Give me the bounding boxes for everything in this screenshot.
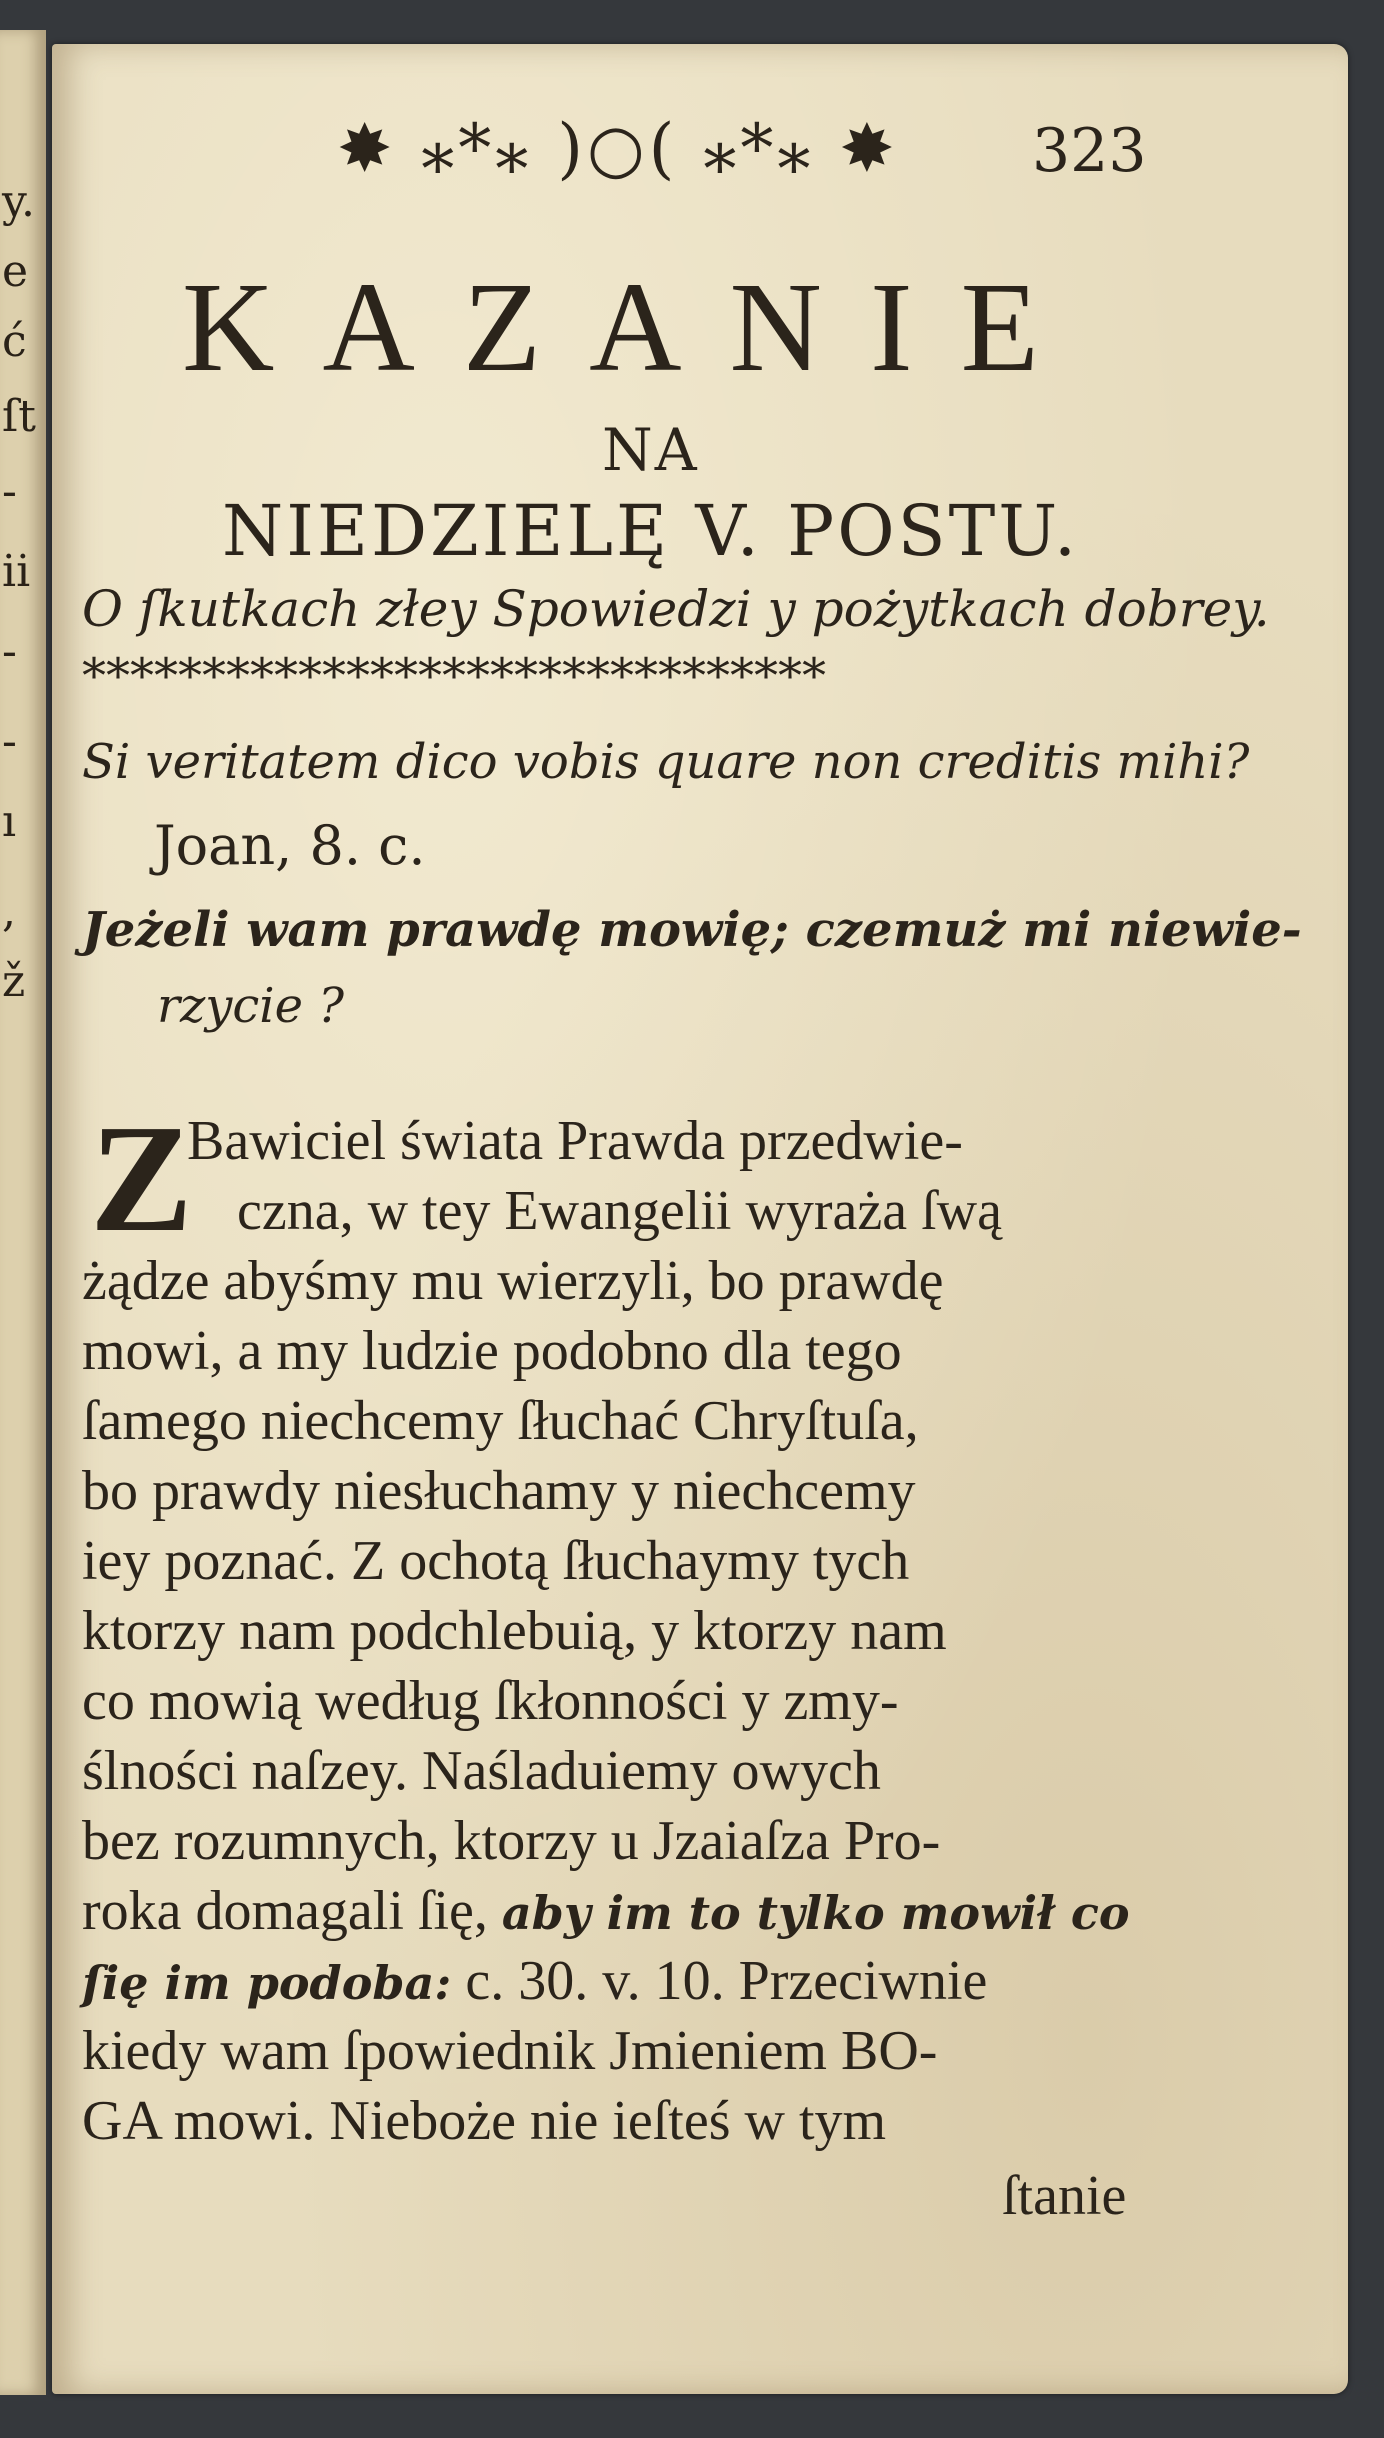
body-line: kiedy wam ſpowiednik Jmieniem BO- [82, 2020, 938, 2082]
prev-fragment: ž [2, 956, 26, 1007]
epigraph-reference: Joan, 8. c. [154, 814, 426, 877]
body-line: co mowią według ſkłonności y zmy- [82, 1670, 899, 1732]
body-line: żądze abyśmy mu wierzyli, bo prawdę [82, 1250, 944, 1312]
prev-fragment: - [2, 466, 17, 517]
prev-fragment: ii [2, 546, 31, 597]
prev-fragment: - [2, 716, 17, 767]
body-line: iey poznać. Z ochotą ſłuchaymy tych [82, 1530, 910, 1592]
title-na: NA [602, 416, 699, 484]
body-line: bo prawdy niesłuchamy y niechcemy [82, 1460, 916, 1522]
body-line: GA mowi. Nieboże nie ieſteś w tym [82, 2090, 887, 2152]
prev-fragment: ſt [2, 391, 36, 442]
prev-fragment: , [2, 886, 16, 937]
italic-quote: aby im to tylko mowił co [501, 1886, 1130, 1940]
star-rule: ******************************* [82, 648, 826, 704]
body-line: Bawiciel świata Prawda przedwie- [187, 1110, 963, 1172]
citation: c. 30. v. 10. Przeciwnie [465, 1950, 988, 2012]
epigraph-polish-cont: rzycie ? [157, 978, 344, 1034]
body-line-with-citation [82, 1949, 987, 2013]
prev-fragment: - [2, 626, 17, 677]
prev-fragment: e [2, 246, 29, 297]
drop-cap: Z [90, 1094, 193, 1264]
subtitle: O ſkutkach złey Spowiedzi y pożytkach dobrey. [82, 580, 1270, 638]
previous-page-edge [0, 30, 46, 2395]
prev-fragment: ı [2, 796, 17, 847]
body-line: ślności naſzey. Naśladuiemy owych [82, 1740, 881, 1802]
book-page [52, 44, 1348, 2394]
prev-fragment: ć [2, 316, 27, 367]
body-line: czna, w tey Ewangelii wyraża ſwą [237, 1180, 1002, 1242]
body-line: bez rozumnych, ktorzy u Jzaiaſza Pro- [82, 1810, 941, 1872]
page-number: 323 [1032, 116, 1147, 186]
body-line: ktorzy nam podchlebuią, y ktorzy nam [82, 1600, 947, 1662]
title-sunday: NIEDZIELĘ V. POSTU. [222, 490, 1080, 572]
epigraph-polish: Jeżeli wam prawdę mowię; czemuż mi niewie- [82, 902, 1302, 958]
body-text: roka domagali ſię, [82, 1880, 488, 1942]
italic-quote-end: ſię im podoba: [82, 1956, 452, 2010]
sermon-title: KAZANIE [182, 256, 1087, 398]
body-line: ſamego niechcemy ſłuchać Chryſtuſa, [82, 1390, 919, 1452]
prev-fragment: y. [2, 176, 35, 227]
body-line: mowi, a my ludzie podobno dla tego [82, 1320, 902, 1382]
body-line-with-quote [82, 1879, 1130, 1943]
catchword: ſtanie [1002, 2165, 1127, 2227]
epigraph-latin: Si veritatem dico vobis quare non creditis mihi? [82, 734, 1250, 790]
header-ornament: ✸ ⁎*⁎ )○( ⁎*⁎ ✸ [337, 110, 899, 187]
